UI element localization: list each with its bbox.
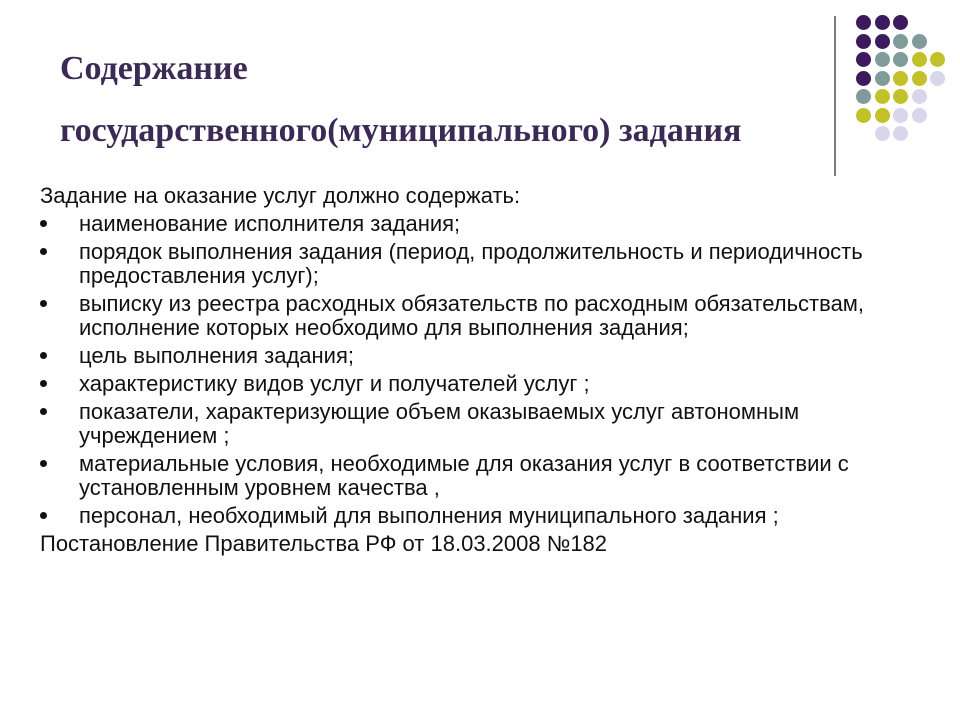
title-line-2: государственного(муниципального) задания <box>60 112 742 149</box>
list-item-text: показатели, характеризующие объем оказываемых услуг автономным учреждением ; <box>79 399 800 448</box>
list-item-text: характеристику видов услуг и получателей услуг ; <box>79 371 590 396</box>
decorative-dot <box>856 52 871 67</box>
decorative-dot <box>930 52 945 67</box>
decorative-dot <box>893 71 908 86</box>
decorative-dot <box>893 108 908 123</box>
decorative-dot <box>856 108 871 123</box>
decorative-dot <box>893 52 908 67</box>
list-item <box>40 504 920 528</box>
list-item-text: порядок выполнения задания (период, продолжительность и периодичность предоставления услуг); <box>79 239 863 288</box>
requirements-list <box>40 212 920 528</box>
list-item <box>40 400 920 448</box>
decorative-dot <box>893 15 908 30</box>
title-line-1: Содержание <box>60 50 248 87</box>
decorative-dot <box>856 34 871 49</box>
decorative-dot <box>875 126 890 141</box>
list-item-text: выписку из реестра расходных обязательств по расходным обязательствам, исполнение которых необходимо для выполнения задания; <box>79 291 865 340</box>
source-reference: Постановление Правительства РФ от 18.03.2008 №182 <box>40 531 608 556</box>
decorative-dot <box>875 89 890 104</box>
list-item <box>40 372 920 396</box>
decorative-dot <box>912 52 927 67</box>
list-item <box>40 240 920 288</box>
decorative-dot <box>856 71 871 86</box>
bullet-icon <box>40 380 47 387</box>
slide-body <box>40 184 920 560</box>
intro-text: Задание на оказание услуг должно содержать: <box>40 183 521 208</box>
decorative-dot <box>875 71 890 86</box>
decorative-dot <box>875 52 890 67</box>
decorative-dot <box>893 34 908 49</box>
bullet-icon <box>40 460 47 467</box>
bullet-icon <box>40 408 47 415</box>
decorative-dot <box>893 126 908 141</box>
decorative-dot <box>912 108 927 123</box>
list-item <box>40 344 920 368</box>
decorative-dot <box>912 89 927 104</box>
list-item-text: цель выполнения задания; <box>79 343 354 368</box>
bullet-icon <box>40 220 47 227</box>
list-item-text: наименование исполнителя задания; <box>79 211 461 236</box>
decorative-dot <box>893 89 908 104</box>
decorative-dot <box>875 34 890 49</box>
decorative-dot <box>912 71 927 86</box>
bullet-icon <box>40 248 47 255</box>
decorative-dot <box>875 108 890 123</box>
list-item <box>40 212 920 236</box>
decorative-dot-grid <box>0 0 960 200</box>
list-item-text: материальные условия, необходимые для оказания услуг в соответствии с установленным уровнем качества , <box>79 451 849 500</box>
decorative-dot <box>856 15 871 30</box>
list-item-text: персонал, необходимый для выполнения муниципального задания ; <box>79 503 779 528</box>
list-item <box>40 292 920 340</box>
decorative-dot <box>930 71 945 86</box>
bullet-icon <box>40 512 47 519</box>
list-item <box>40 452 920 500</box>
bullet-icon <box>40 352 47 359</box>
decorative-dot <box>856 89 871 104</box>
decorative-dot <box>912 34 927 49</box>
decorative-dot <box>875 15 890 30</box>
bullet-icon <box>40 300 47 307</box>
